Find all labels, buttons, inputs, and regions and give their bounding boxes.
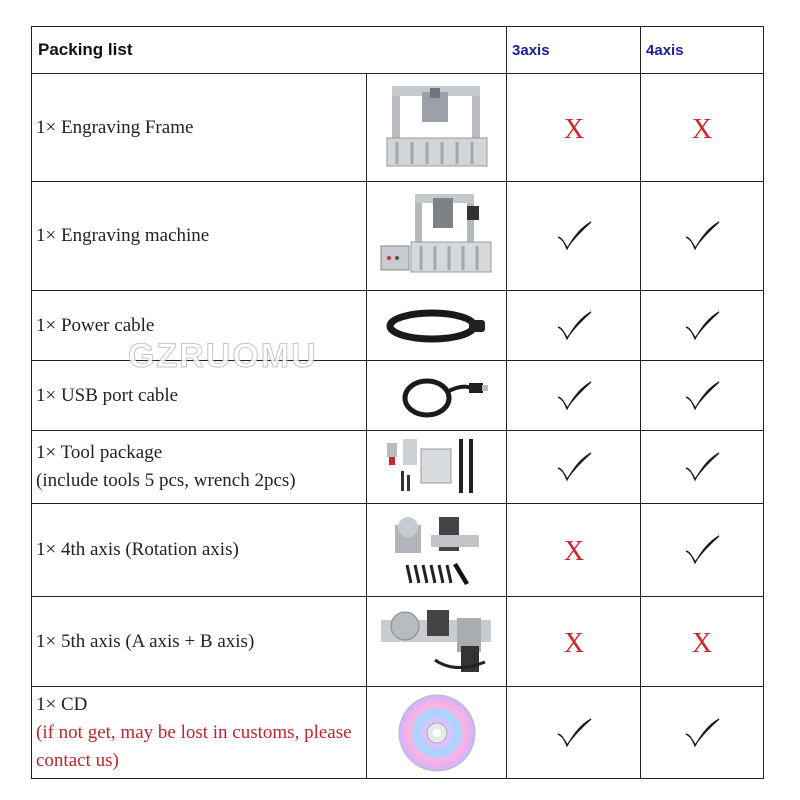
cd-image bbox=[367, 687, 507, 779]
cell-4axis bbox=[641, 431, 764, 504]
table-row bbox=[32, 431, 764, 504]
cell-3axis bbox=[507, 431, 641, 504]
item-label bbox=[32, 431, 367, 504]
item-label bbox=[32, 504, 367, 597]
table-row bbox=[32, 597, 764, 687]
check-mark-icon bbox=[556, 717, 592, 749]
cell-3axis bbox=[507, 504, 641, 597]
packing-list-title: Packing list bbox=[32, 27, 507, 74]
table-row bbox=[32, 361, 764, 431]
cell-4axis bbox=[641, 687, 764, 779]
cell-4axis bbox=[641, 504, 764, 597]
check-mark-icon bbox=[556, 310, 592, 342]
item-label bbox=[32, 687, 367, 779]
cell-4axis bbox=[641, 182, 764, 291]
cell-4axis bbox=[641, 361, 764, 431]
cell-4axis bbox=[641, 597, 764, 687]
svg-text:X: X bbox=[691, 627, 713, 658]
svg-text:X: X bbox=[563, 627, 584, 658]
cell-3axis bbox=[507, 182, 641, 291]
cell-3axis bbox=[507, 687, 641, 779]
item-name: 1× Engraving machine bbox=[36, 225, 210, 246]
check-mark-icon bbox=[684, 380, 720, 412]
power-cable-image bbox=[367, 291, 507, 361]
item-name: 1× Tool package bbox=[36, 442, 163, 463]
item-name: 1× 4th axis (Rotation axis) bbox=[36, 539, 239, 560]
check-mark-icon bbox=[684, 534, 720, 566]
svg-text:X: X bbox=[691, 113, 713, 144]
rotation-axis-image bbox=[367, 504, 507, 597]
x-mark-icon bbox=[556, 112, 592, 144]
item-name: 1× CD bbox=[36, 693, 88, 715]
table-row bbox=[32, 291, 764, 361]
usb-cable-image bbox=[367, 361, 507, 431]
item-name: 1× Engraving Frame bbox=[36, 116, 194, 138]
packing-list-table bbox=[31, 26, 764, 779]
x-mark-icon bbox=[556, 534, 592, 566]
item-label bbox=[32, 597, 367, 687]
svg-text:X: X bbox=[563, 113, 584, 144]
fifth-axis-image bbox=[367, 597, 507, 687]
item-note: (if not get, may be lost in customs, please contact us) bbox=[36, 721, 352, 771]
cell-4axis bbox=[641, 74, 764, 182]
x-mark-icon bbox=[684, 112, 720, 144]
engraving-machine-image bbox=[367, 182, 507, 291]
tool-package-image bbox=[367, 431, 507, 504]
item-label bbox=[32, 74, 367, 182]
svg-text:X: X bbox=[563, 536, 584, 566]
item-name: 1× USB port cable bbox=[36, 384, 179, 406]
table-row bbox=[32, 687, 764, 779]
watermark: GZRUOMU bbox=[128, 337, 318, 375]
x-mark-icon bbox=[684, 626, 720, 658]
item-label bbox=[32, 182, 367, 291]
check-mark-icon bbox=[684, 310, 720, 342]
table-row bbox=[32, 182, 764, 291]
column-header-3axis: 3axis bbox=[507, 27, 641, 74]
column-header-4axis: 4axis bbox=[641, 27, 764, 74]
check-mark-icon bbox=[684, 220, 720, 252]
item-name: 1× 5th axis (A axis + B axis) bbox=[36, 630, 255, 652]
check-mark-icon bbox=[556, 220, 592, 252]
item-detail: (include tools 5 pcs, wrench 2pcs) bbox=[36, 470, 296, 491]
table-header-row bbox=[32, 27, 764, 74]
cell-3axis bbox=[507, 361, 641, 431]
check-mark-icon bbox=[684, 451, 720, 483]
engraving-frame-image bbox=[367, 74, 507, 182]
x-mark-icon bbox=[556, 626, 592, 658]
table-row bbox=[32, 504, 764, 597]
item-label bbox=[32, 291, 367, 361]
check-mark-icon bbox=[556, 380, 592, 412]
item-name: 1× Power cable bbox=[36, 314, 155, 336]
check-mark-icon bbox=[556, 451, 592, 483]
table-row bbox=[32, 74, 764, 182]
cell-3axis bbox=[507, 74, 641, 182]
cell-3axis bbox=[507, 597, 641, 687]
check-mark-icon bbox=[684, 717, 720, 749]
cell-3axis bbox=[507, 291, 641, 361]
cell-4axis bbox=[641, 291, 764, 361]
item-label bbox=[32, 361, 367, 431]
